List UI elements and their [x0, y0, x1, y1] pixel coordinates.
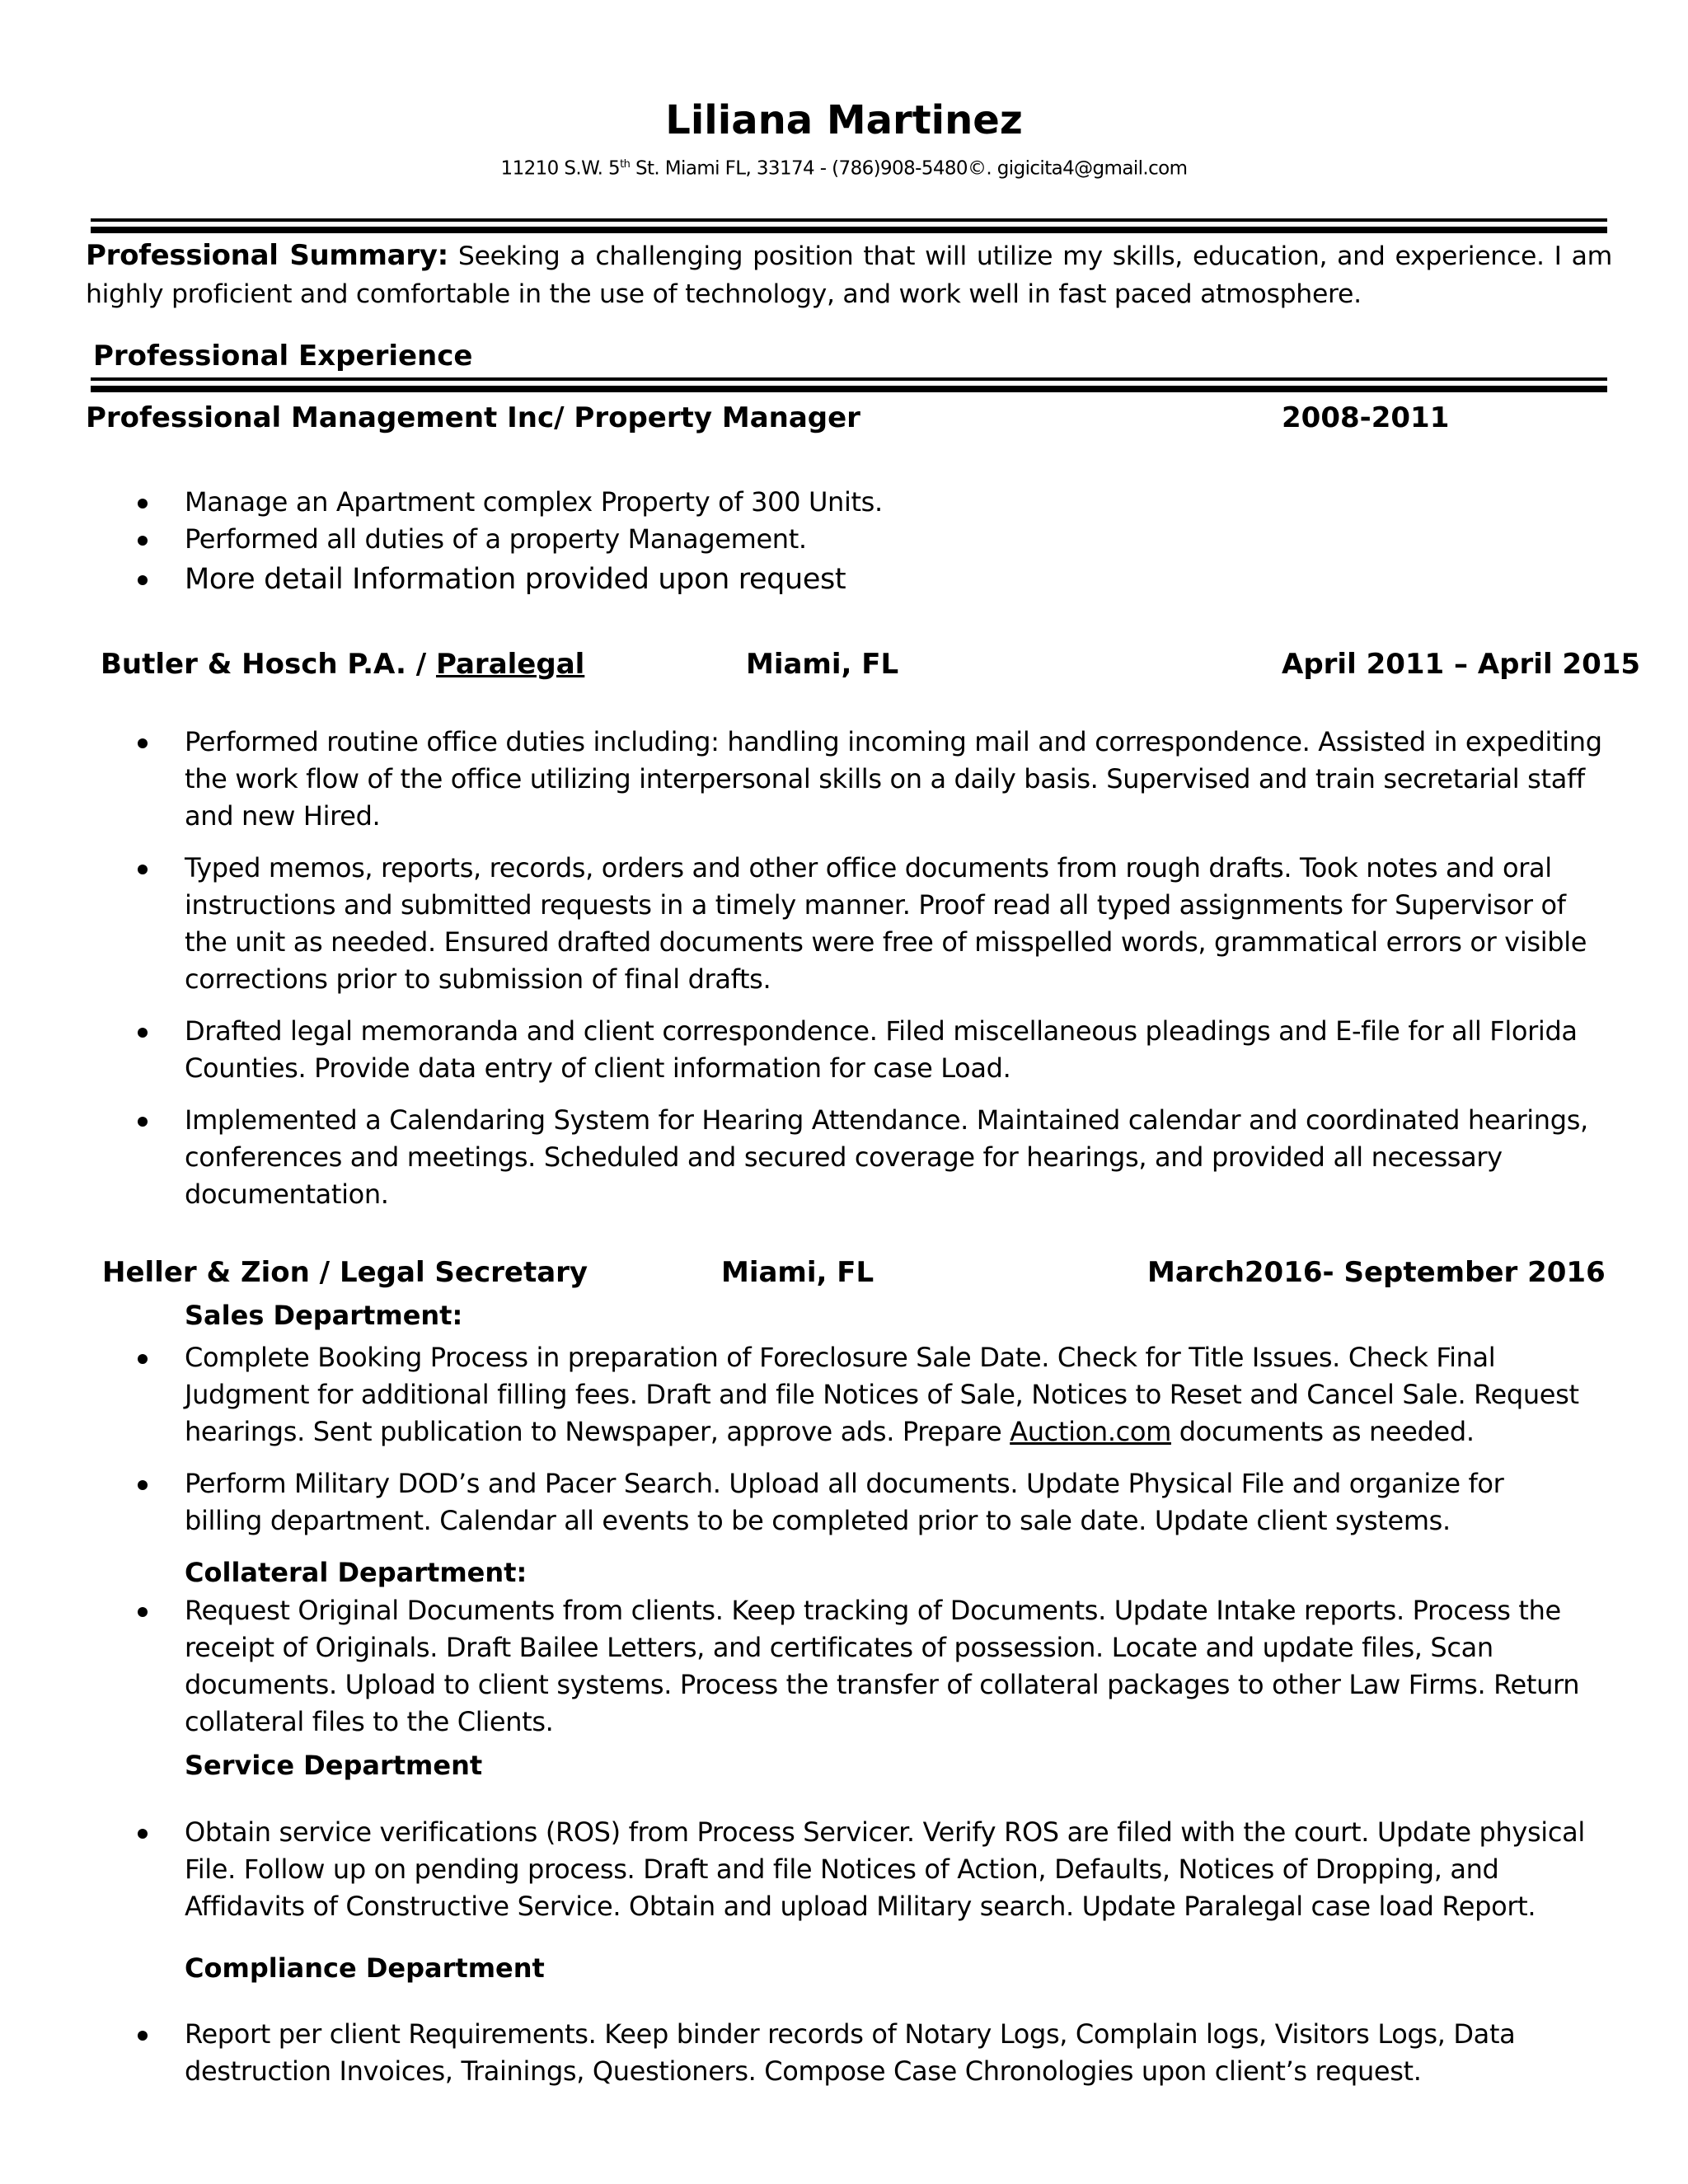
- department-heading: Service Department: [185, 1750, 483, 1781]
- job-role: Paralegal: [435, 648, 585, 681]
- auction-link[interactable]: Auction.com: [1010, 1416, 1171, 1447]
- job-location: Miami, FL: [746, 648, 899, 681]
- list-item: More detail Information provided upon request: [185, 558, 1586, 601]
- summary-label: Professional Summary:: [86, 239, 448, 272]
- job-title: [101, 646, 584, 683]
- bullet-icon: [138, 1028, 148, 1038]
- bullet-icon: [138, 2031, 148, 2041]
- contact-address: 11210 S.W. 5: [500, 157, 621, 180]
- bullet-list: [185, 2016, 1602, 2090]
- bullet-icon: [138, 575, 148, 585]
- section-heading-experience: Professional Experience: [93, 340, 473, 373]
- list-item: Report per client Requirements. Keep binder records of Notary Logs, Complain logs, Visitors Logs, Data destruction Invoices, Trainings, Questioners. Compose Case Chronologies upon client’s request.: [185, 2016, 1602, 2090]
- department-heading: Collateral Department:: [185, 1557, 528, 1588]
- divider: [91, 386, 1607, 392]
- job-title: Heller & Zion / Legal Secretary: [102, 1256, 588, 1289]
- list-item: Obtain service verifications (ROS) from Process Servicer. Verify ROS are filed with the court. Update physical File. Follow up on pending process. Draft and file Notices of Action, Defaults, Notices of Dropping, and Affidavits of Constructive Service. Obtain and upload Military search. Update Paralegal case load Report.: [185, 1814, 1602, 1925]
- bullet-list: [185, 1339, 1586, 1540]
- job-title: Professional Management Inc/ Property Manager: [86, 401, 860, 434]
- department-heading: Sales Department:: [185, 1300, 463, 1331]
- contact-superscript: th: [620, 158, 631, 171]
- job-dates: April 2011 – April 2015: [1282, 648, 1641, 681]
- job-company: Butler & Hosch P.A. /: [101, 648, 436, 681]
- bullet-icon: [138, 1607, 148, 1617]
- list-item: Manage an Apartment complex Property of 300 Units.: [185, 484, 1586, 521]
- job-dates: March2016- September 2016: [1147, 1256, 1606, 1289]
- bullet-list: [185, 1592, 1602, 1741]
- list-item: Typed memos, reports, records, orders and other office documents from rough drafts. Took notes and oral instructions and submitted requests in a timely manner. Proof read all typed assignments for Supervisor of the unit as needed. Ensured drafted documents were free of misspelled words, grammatical errors or visible corrections prior to submission of final drafts.: [185, 850, 1602, 998]
- list-item: Drafted legal memoranda and client correspondence. Filed miscellaneous pleadings and E-file for all Florida Counties. Provide data entry of client information for case Load.: [185, 1013, 1602, 1087]
- contact-details: St. Miami FL, 33174 - (786)908-5480©. gigicita4@gmail.com: [630, 157, 1188, 180]
- bullet-icon: [138, 1117, 148, 1127]
- divider: [91, 377, 1607, 381]
- bullet-icon: [138, 536, 148, 546]
- department-heading: Compliance Department: [185, 1952, 545, 1984]
- bullet-icon: [138, 499, 148, 509]
- summary-text: Seeking a challenging position that will utilize my skills, education, and experience. I am highly proficient and comfortable in the use of technology, and work well in fast paced atmosphere.: [86, 241, 1612, 309]
- bullet-icon: [138, 1480, 148, 1490]
- bullet-icon: [138, 865, 148, 874]
- divider: [91, 227, 1607, 233]
- list-item: Request Original Documents from clients. Keep tracking of Documents. Update Intake reports. Process the receipt of Originals. Draft Bailee Letters, and certificates of possession. Locate and update files, Scan documents. Upload to client systems. Process the transfer of collateral packages to other Law Firms. Return collateral files to the Clients.: [185, 1592, 1602, 1741]
- bullet-icon: [138, 1829, 148, 1839]
- bullet-list: [185, 724, 1602, 1213]
- list-item: Perform Military DOD’s and Pacer Search. Upload all documents. Update Physical File and organize for billing department. Calendar all events to be completed prior to sale date. Update client systems.: [185, 1465, 1586, 1540]
- list-item: Performed routine office duties including: handling incoming mail and correspondence. Assisted in expediting the work flow of the office utilizing interpersonal skills on a daily basis. Supervised and train secretarial staff and new Hired.: [185, 724, 1602, 835]
- bullet-list: [185, 1814, 1602, 1925]
- list-item: Performed all duties of a property Management.: [185, 521, 1586, 558]
- resume-name: Liliana Martinez: [665, 97, 1023, 143]
- professional-summary: [86, 237, 1612, 313]
- divider: [91, 218, 1607, 222]
- contact-line: [0, 152, 1688, 181]
- list-item: Implemented a Calendaring System for Hearing Attendance. Maintained calendar and coordinated hearings, conferences and meetings. Scheduled and secured coverage for hearings, and provided all necessary documentation.: [185, 1102, 1602, 1213]
- bullet-list: [185, 484, 1586, 601]
- bullet-icon: [138, 738, 148, 748]
- bullet-icon: [138, 1354, 148, 1364]
- job-location: Miami, FL: [721, 1256, 874, 1289]
- job-dates: 2008-2011: [1282, 401, 1450, 434]
- list-item: Complete Booking Process in preparation of Foreclosure Sale Date. Check for Title Issues. Check Final Judgment for additional filling fees. Draft and file Notices of Sale, Notices to Reset and Cancel Sale. Request hearings. Sent publication to Newspaper, approve ads. Prepare Auction.com documents as needed.: [185, 1339, 1586, 1451]
